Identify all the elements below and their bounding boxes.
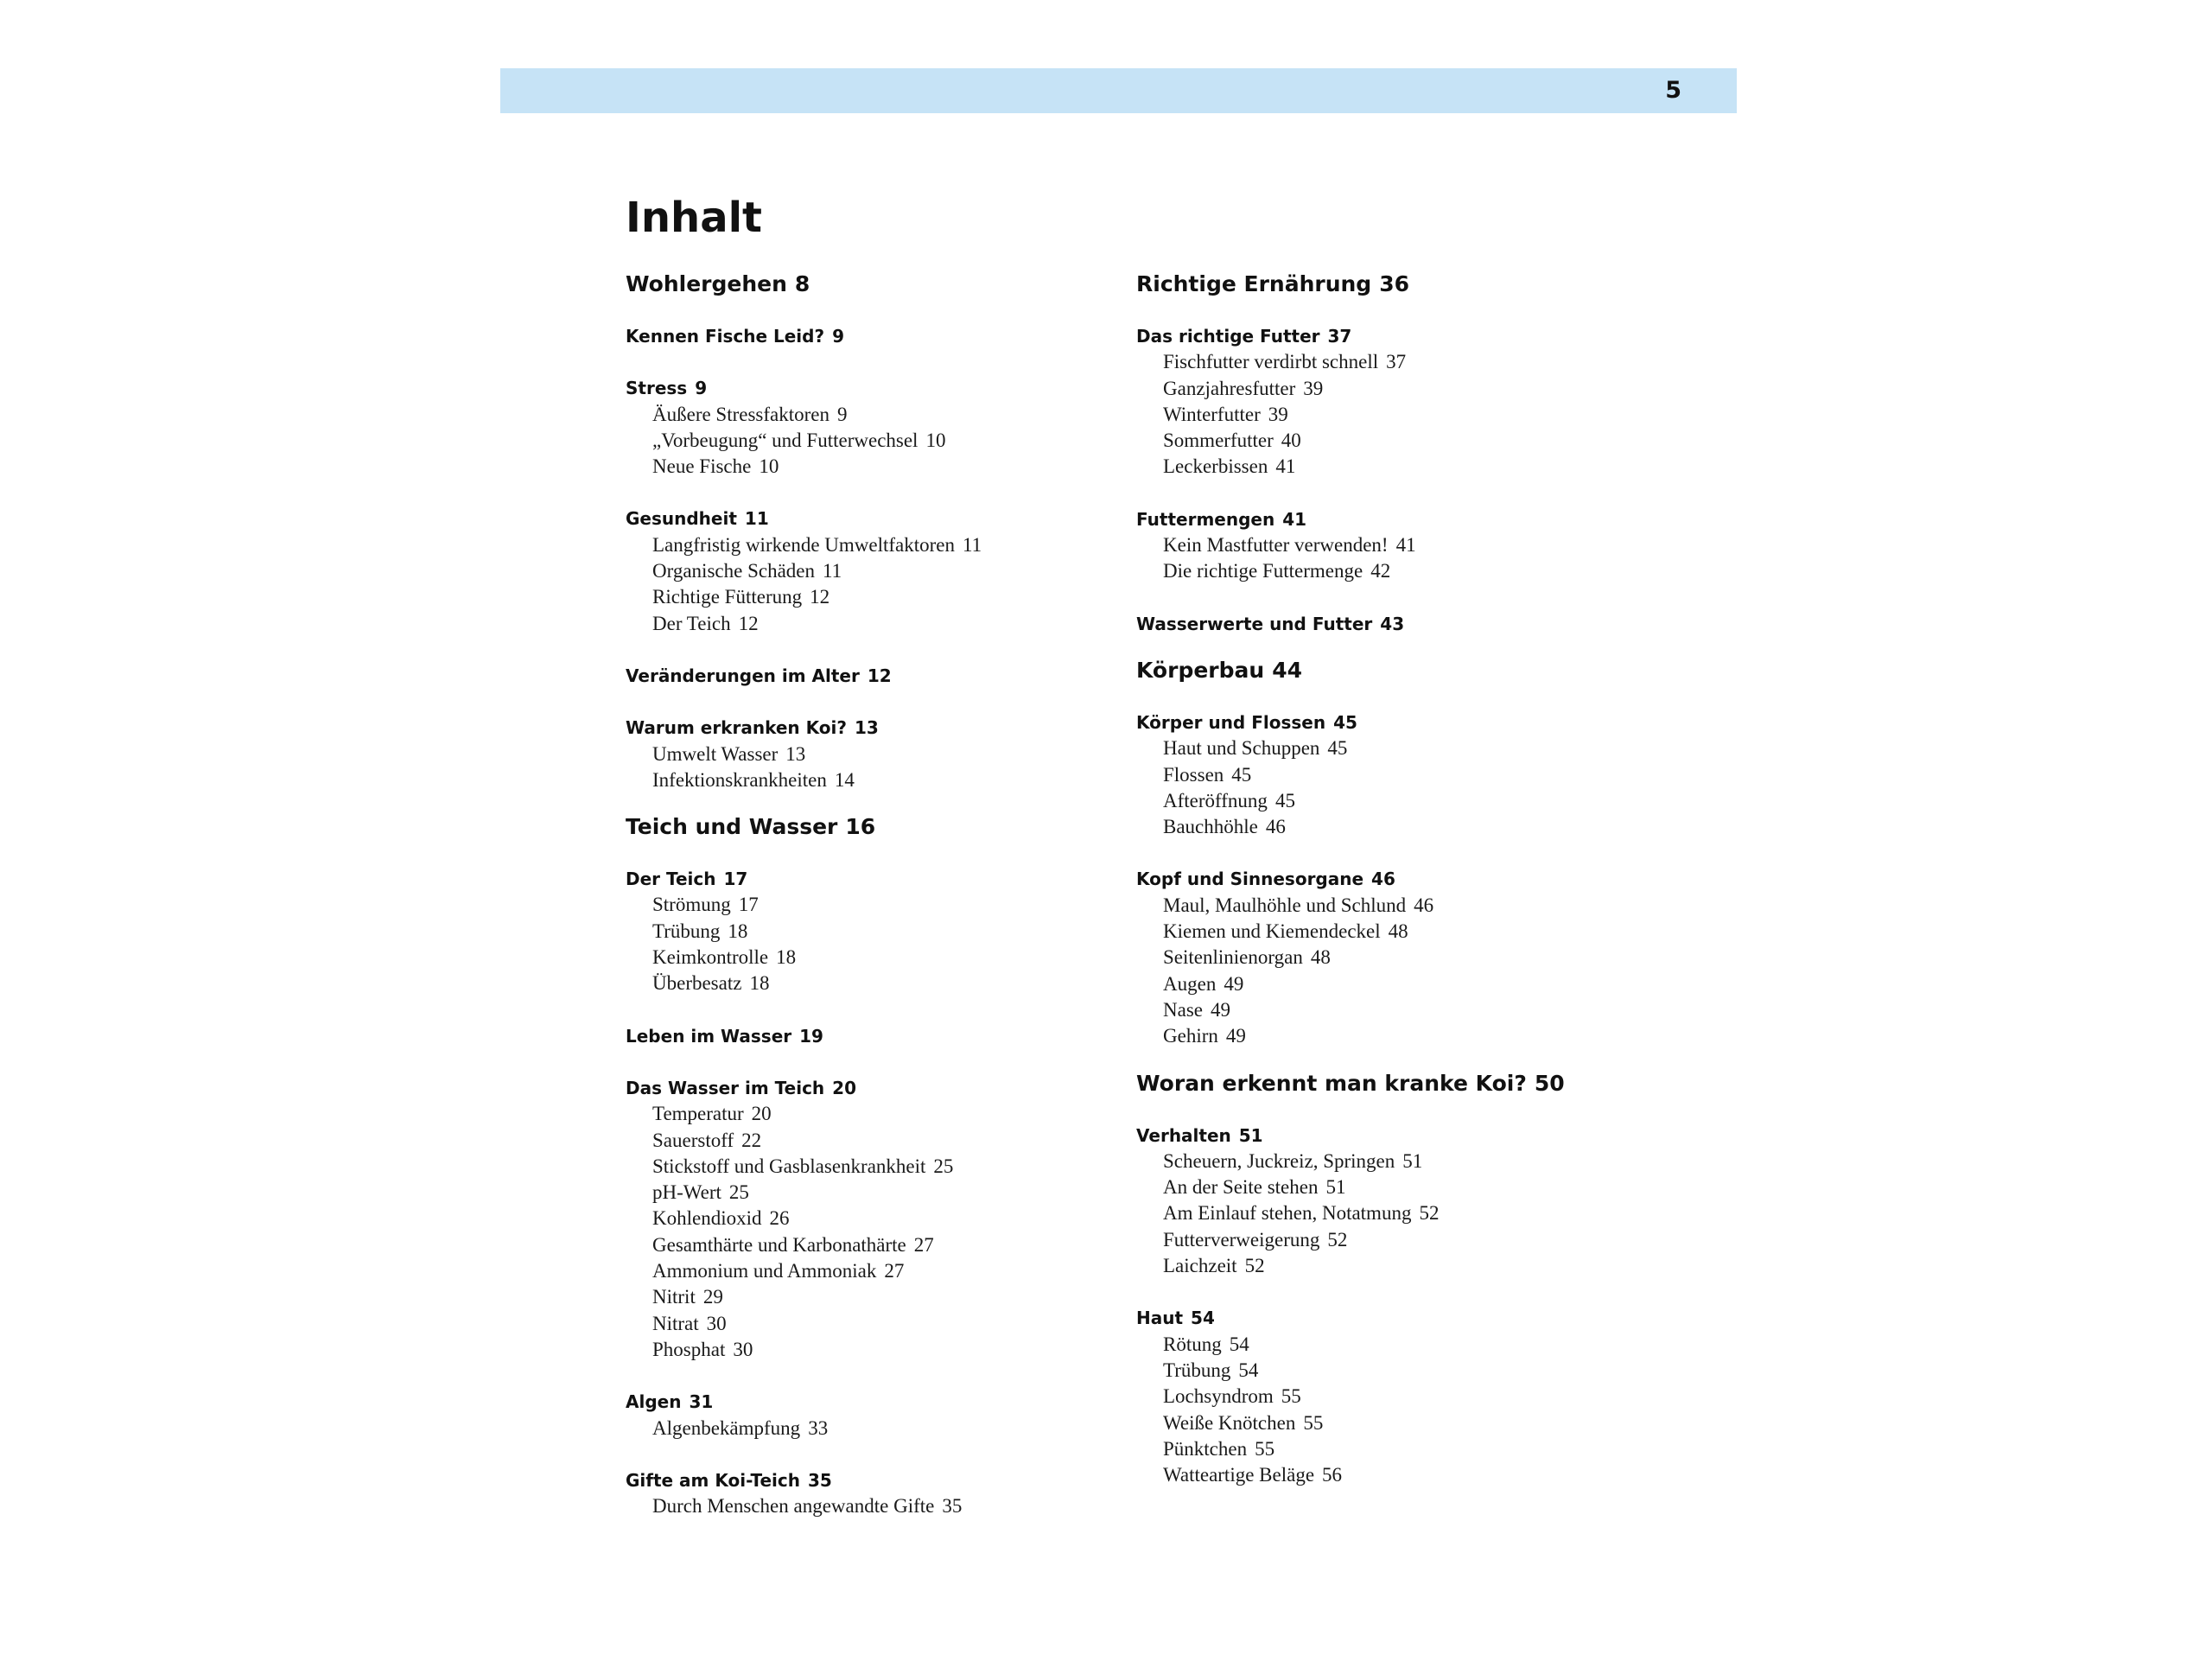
section-heading <box>1136 866 1620 892</box>
page-ref: 46 <box>1371 869 1395 890</box>
toc-entry <box>1136 376 1620 402</box>
section-heading <box>1136 506 1620 532</box>
page-ref: 26 <box>769 1207 790 1230</box>
page-number: 5 <box>1665 77 1681 104</box>
toc-entry <box>626 611 1109 637</box>
toc-entry <box>626 454 1109 480</box>
entry-title: Keimkontrolle <box>652 946 769 969</box>
page-ref: 16 <box>845 814 876 840</box>
toc-entry <box>1136 1462 1620 1488</box>
section-heading <box>1136 611 1620 637</box>
toc-entry <box>1136 1358 1620 1384</box>
toc-entry <box>626 1180 1109 1206</box>
entry-title: Haut <box>1136 1308 1184 1329</box>
entry-title: Rötung <box>1163 1333 1222 1355</box>
entry-title: Gehirn <box>1163 1025 1218 1047</box>
entry-title: Laichzeit <box>1163 1255 1237 1277</box>
toc-entry <box>626 892 1109 918</box>
page-ref: 55 <box>1281 1385 1301 1408</box>
entry-title: „Vorbeugung“ und Futterwechsel <box>652 429 918 451</box>
entry-title: Kein Mastfutter verwenden! <box>1163 534 1389 557</box>
page-ref: 37 <box>1386 351 1407 373</box>
page-ref: 42 <box>1370 560 1391 582</box>
page-ref: 48 <box>1310 946 1331 969</box>
entry-title: Neue Fische <box>652 455 752 478</box>
section-heading <box>626 506 1109 531</box>
page-ref: 43 <box>1380 613 1405 634</box>
chapter-heading <box>1136 271 1620 323</box>
toc-section <box>1136 611 1620 637</box>
page-ref: 25 <box>933 1155 954 1177</box>
page-ref: 45 <box>1327 737 1348 760</box>
toc-entry <box>626 402 1109 428</box>
toc-entry <box>1136 1436 1620 1462</box>
toc-entry <box>626 428 1109 454</box>
toc-entry <box>1136 1227 1620 1253</box>
entry-title: Bauchhöhle <box>1163 816 1258 838</box>
entry-title: Flossen <box>1163 763 1224 786</box>
page-ref: 49 <box>1210 998 1230 1021</box>
toc-entry <box>626 767 1109 793</box>
entry-title: Wasserwerte und Futter <box>1136 613 1373 634</box>
toc-entry <box>1136 1149 1620 1174</box>
toc-section <box>626 1023 1109 1049</box>
entry-title: Gesamthärte und Karbonathärte <box>652 1233 906 1256</box>
entry-title: Kennen Fische Leid? <box>626 326 825 347</box>
page-ref: 17 <box>723 869 748 890</box>
toc-entry <box>626 1337 1109 1363</box>
page-ref: 9 <box>695 378 708 399</box>
entry-title: Körperbau <box>1136 657 1265 683</box>
toc-entry <box>1136 1410 1620 1436</box>
page-ref: 27 <box>884 1260 905 1282</box>
page-ref: 30 <box>706 1312 727 1334</box>
page-ref: 55 <box>1303 1411 1324 1434</box>
toc-entry <box>626 1232 1109 1258</box>
entry-title: Lochsyndrom <box>1163 1385 1274 1408</box>
entry-title: Haut und Schuppen <box>1163 737 1320 760</box>
toc-entry <box>626 1311 1109 1337</box>
toc-section <box>626 506 1109 636</box>
chapter-heading <box>626 814 1109 866</box>
chapter-heading <box>626 271 1109 323</box>
toc-entry <box>1136 402 1620 428</box>
entry-title: Überbesatz <box>652 972 742 995</box>
entry-title: Algen <box>626 1391 682 1413</box>
page-ref: 41 <box>1275 455 1296 478</box>
page-ref: 45 <box>1333 711 1357 733</box>
entry-title: Stickstoff und Gasblasenkrankheit <box>652 1155 926 1177</box>
entry-title: Äußere Stressfaktoren <box>652 403 830 425</box>
page-ref: 46 <box>1265 816 1286 838</box>
toc-entry <box>1136 997 1620 1023</box>
toc-entry <box>1136 788 1620 814</box>
toc-entry <box>1136 349 1620 375</box>
entry-title: Kopf und Sinnesorgane <box>1136 869 1364 890</box>
entry-title: Umwelt Wasser <box>652 742 779 765</box>
entry-title: Teich und Wasser <box>626 814 838 840</box>
page-ref: 35 <box>942 1495 963 1518</box>
entry-title: Richtige Ernährung <box>1136 271 1372 296</box>
section-heading <box>626 1389 1109 1415</box>
page-ref: 12 <box>867 665 892 686</box>
page-ref: 54 <box>1191 1308 1215 1329</box>
entry-title: Fischfutter verdirbt schnell <box>1163 351 1379 373</box>
entry-title: Gifte am Koi-Teich <box>626 1469 800 1491</box>
toc-entry <box>1136 971 1620 997</box>
toc-entry <box>1136 893 1620 919</box>
toc-entry <box>626 1154 1109 1180</box>
entry-title: Durch Menschen angewandte Gifte <box>652 1495 935 1518</box>
section-heading <box>626 663 1109 689</box>
section-heading <box>626 715 1109 741</box>
entry-title: Stress <box>626 378 688 399</box>
page-ref: 17 <box>738 894 759 916</box>
toc-entry <box>1136 1174 1620 1200</box>
toc-entry <box>1136 558 1620 584</box>
entry-title: Das richtige Futter <box>1136 326 1320 347</box>
entry-title: Der Teich <box>626 869 716 890</box>
toc-section <box>626 715 1109 793</box>
toc-entry <box>626 532 1109 558</box>
entry-title: Kiemen und Kiemendeckel <box>1163 920 1381 943</box>
page-ref: 52 <box>1327 1228 1348 1251</box>
section-heading <box>1136 1305 1620 1331</box>
entry-title: Nitrat <box>652 1312 699 1334</box>
page-ref: 9 <box>837 403 848 425</box>
toc-entry <box>1136 1384 1620 1410</box>
page-ref: 18 <box>776 946 797 969</box>
page-ref: 52 <box>1244 1255 1265 1277</box>
page-ref: 29 <box>702 1286 723 1308</box>
entry-title: Organische Schäden <box>652 560 815 582</box>
page-ref: 41 <box>1395 534 1416 557</box>
entry-title: Augen <box>1163 972 1217 995</box>
entry-title: Trübung <box>1163 1359 1231 1381</box>
entry-title: Futtermengen <box>1136 508 1275 530</box>
section-heading <box>1136 1123 1620 1149</box>
toc-entry <box>626 1284 1109 1310</box>
page-ref: 55 <box>1255 1437 1275 1460</box>
entry-title: Gesundheit <box>626 508 737 530</box>
entry-title: Am Einlauf stehen, Notatmung <box>1163 1202 1412 1225</box>
page-ref: 11 <box>744 508 769 530</box>
entry-title: Richtige Fütterung <box>652 586 803 608</box>
page-ref: 49 <box>1224 972 1244 995</box>
entry-title: Scheuern, Juckreiz, Springen <box>1163 1149 1395 1172</box>
page-ref: 51 <box>1402 1149 1423 1172</box>
entry-title: Kohlendioxid <box>652 1207 762 1230</box>
entry-title: Nitrit <box>652 1286 696 1308</box>
page-ref: 51 <box>1325 1176 1346 1199</box>
page-ref: 54 <box>1229 1333 1249 1355</box>
entry-title: Veränderungen im Alter <box>626 665 860 686</box>
toc-entry <box>626 945 1109 971</box>
page-title: Inhalt <box>626 194 762 242</box>
toc-section <box>626 663 1109 689</box>
entry-title: Sauerstoff <box>652 1129 734 1151</box>
page-ref: 12 <box>738 612 759 634</box>
page-ref: 45 <box>1274 789 1295 811</box>
toc-entry <box>1136 814 1620 840</box>
entry-title: Watteartige Beläge <box>1163 1464 1315 1486</box>
entry-title: Wohlergehen <box>626 271 787 296</box>
toc-entry <box>1136 1200 1620 1226</box>
entry-title: Strömung <box>652 894 731 916</box>
section-heading <box>626 1023 1109 1049</box>
page-ref: 30 <box>733 1338 753 1360</box>
toc-entry <box>626 1493 1109 1519</box>
toc-entry <box>626 1416 1109 1441</box>
page-ref: 39 <box>1303 377 1324 399</box>
entry-title: Winterfutter <box>1163 403 1261 425</box>
toc-section <box>1136 866 1620 1049</box>
entry-title: Trübung <box>652 920 721 942</box>
toc-entry <box>626 584 1109 610</box>
entry-title: Sommerfutter <box>1163 430 1274 452</box>
entry-title: Algenbekämpfung <box>652 1416 801 1439</box>
entry-title: Körper und Flossen <box>1136 711 1326 733</box>
page-ref: 14 <box>834 768 855 791</box>
toc-entry <box>626 1206 1109 1231</box>
entry-title: Maul, Maulhöhle und Schlund <box>1163 894 1407 916</box>
entry-title: Leben im Wasser <box>626 1025 792 1047</box>
entry-title: Ammonium und Ammoniak <box>652 1260 877 1282</box>
entry-title: Leckerbissen <box>1163 455 1268 478</box>
toc-section <box>626 323 1109 349</box>
page-ref: 41 <box>1282 508 1307 530</box>
toc-entry <box>1136 1332 1620 1358</box>
entry-title: Woran erkennt man kranke Koi? <box>1136 1070 1527 1096</box>
toc-entry <box>1136 762 1620 788</box>
page-ref: 36 <box>1379 271 1410 296</box>
section-heading <box>626 323 1109 349</box>
entry-title: Pünktchen <box>1163 1437 1248 1460</box>
page-ref: 44 <box>1272 657 1302 683</box>
entry-title: Futterverweigerung <box>1163 1228 1320 1251</box>
entry-title: pH-Wert <box>652 1181 721 1204</box>
entry-title: Temperatur <box>652 1103 744 1125</box>
chapter-heading <box>1136 1071 1620 1123</box>
entry-title: Langfristig wirkende Umweltfaktoren <box>652 533 955 556</box>
section-heading <box>626 1075 1109 1101</box>
entry-title: Das Wasser im Teich <box>626 1077 825 1098</box>
toc-entry <box>626 919 1109 945</box>
page-ref: 56 <box>1322 1464 1343 1486</box>
page-ref: 20 <box>832 1077 857 1098</box>
toc-entry <box>1136 1253 1620 1279</box>
toc-entry <box>1136 945 1620 971</box>
entry-title: An der Seite stehen <box>1163 1176 1319 1199</box>
toc-section <box>626 866 1109 996</box>
toc-entry <box>626 1101 1109 1127</box>
section-heading <box>626 866 1109 892</box>
page-ref: 25 <box>728 1181 749 1204</box>
page-ref: 13 <box>854 717 879 739</box>
entry-title: Afteröffnung <box>1163 789 1268 811</box>
toc-section <box>1136 1305 1620 1488</box>
toc-entry <box>1136 532 1620 558</box>
toc-section <box>626 1389 1109 1441</box>
page-ref: 9 <box>832 326 844 347</box>
toc-entry <box>1136 428 1620 454</box>
toc-section <box>626 375 1109 480</box>
entry-title: Der Teich <box>652 612 731 634</box>
toc-section <box>1136 506 1620 585</box>
toc-entry <box>1136 454 1620 480</box>
toc-entry <box>1136 1023 1620 1049</box>
toc-section <box>1136 1123 1620 1280</box>
section-heading <box>1136 710 1620 735</box>
toc-entry <box>1136 919 1620 945</box>
page-ref: 35 <box>807 1469 832 1491</box>
entry-title: Ganzjahresfutter <box>1163 377 1296 399</box>
page-ref: 8 <box>794 271 810 296</box>
entry-title: Phosphat <box>652 1338 726 1360</box>
section-heading <box>626 375 1109 401</box>
page-ref: 37 <box>1327 326 1352 347</box>
page-ref: 20 <box>751 1103 772 1125</box>
page-ref: 22 <box>741 1129 762 1151</box>
page-header-band <box>500 68 1737 113</box>
page-ref: 46 <box>1414 894 1434 916</box>
page-ref: 12 <box>810 586 830 608</box>
entry-title: Die richtige Futtermenge <box>1163 560 1363 582</box>
toc-entry <box>626 1258 1109 1284</box>
page-ref: 11 <box>963 533 982 556</box>
toc-entry <box>626 971 1109 996</box>
entry-title: Weiße Knötchen <box>1163 1411 1296 1434</box>
page-ref: 11 <box>823 560 842 582</box>
page-ref: 52 <box>1419 1202 1440 1225</box>
toc-section <box>626 1467 1109 1520</box>
section-heading <box>626 1467 1109 1493</box>
page-ref: 19 <box>799 1025 823 1047</box>
page-ref: 31 <box>689 1391 714 1413</box>
section-heading <box>1136 323 1620 349</box>
toc-entry <box>626 1128 1109 1154</box>
toc-section <box>1136 710 1620 840</box>
toc-section <box>1136 323 1620 480</box>
entry-title: Nase <box>1163 998 1203 1021</box>
page-ref: 13 <box>785 742 806 765</box>
toc-entry <box>626 741 1109 767</box>
page-ref: 50 <box>1534 1070 1565 1096</box>
page-ref: 18 <box>749 972 770 995</box>
entry-title: Warum erkranken Koi? <box>626 717 847 739</box>
entry-title: Seitenlinienorgan <box>1163 946 1303 969</box>
entry-title: Verhalten <box>1136 1124 1231 1146</box>
page-ref: 10 <box>759 455 779 478</box>
page-ref: 27 <box>913 1233 934 1256</box>
toc-column-right <box>1136 271 1620 1514</box>
entry-title: Infektionskrankheiten <box>652 768 827 791</box>
page-ref: 45 <box>1231 763 1252 786</box>
page-ref: 51 <box>1238 1124 1263 1146</box>
page-ref: 40 <box>1281 430 1301 452</box>
toc-section <box>626 1075 1109 1363</box>
toc-entry <box>1136 735 1620 761</box>
toc-entry <box>626 558 1109 584</box>
chapter-heading <box>1136 658 1620 710</box>
toc-column-left <box>626 271 1109 1545</box>
page-ref: 49 <box>1225 1025 1246 1047</box>
page-ref: 48 <box>1388 920 1408 943</box>
page-ref: 18 <box>728 920 748 942</box>
page-ref: 33 <box>808 1416 829 1439</box>
page-ref: 54 <box>1238 1359 1259 1381</box>
page-ref: 10 <box>925 429 946 451</box>
page-ref: 39 <box>1268 403 1288 425</box>
